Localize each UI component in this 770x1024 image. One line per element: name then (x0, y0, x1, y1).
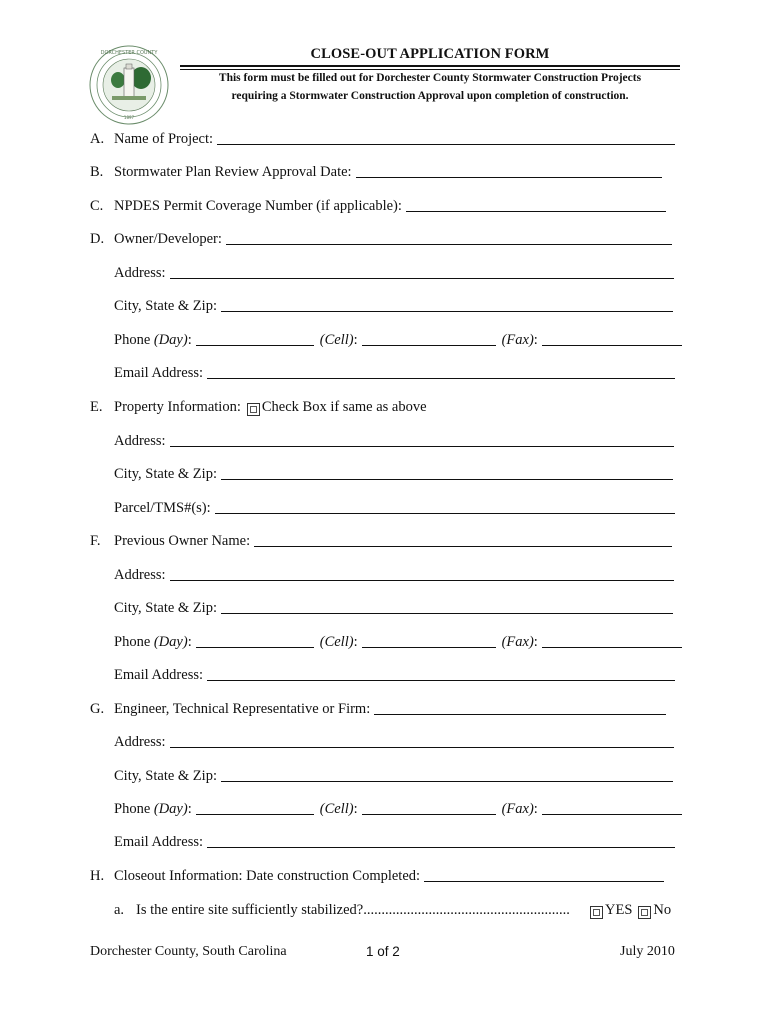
email-label: Email Address: (114, 667, 204, 683)
closeout-label: Closeout Information: Date construction Completed: (114, 868, 421, 884)
section-letter: C. (90, 198, 104, 214)
previous-owner-label: Previous Owner Name: (114, 533, 251, 549)
page-number: 1 of 2 (366, 944, 400, 959)
approval-date-label: Stormwater Plan Review Approval Date: (114, 164, 352, 180)
field-row-owner (90, 228, 672, 248)
title-rule-thick (180, 65, 680, 67)
section-letter: F. (90, 533, 101, 549)
field-row-property-city (114, 463, 673, 483)
city-label: City, State & Zip: (114, 600, 217, 616)
fax-field[interactable] (542, 646, 682, 648)
phone-cell-label: (Cell): (319, 332, 358, 348)
address-label: Address: (114, 567, 166, 583)
field-row-project-name (90, 128, 675, 148)
phone-label: Phone (Day): (114, 634, 192, 650)
field-row-eng-phone (114, 798, 682, 818)
footer-county: Dorchester County, South Carolina (90, 944, 287, 959)
section-letter: D. (90, 231, 105, 247)
question-row-stabilized (114, 899, 671, 919)
stabilized-question: Is the entire site sufficiently stabilized?......................................................... (136, 902, 570, 918)
phone-label: Phone (Day): (114, 801, 192, 817)
npdes-field[interactable] (406, 210, 666, 212)
fax-label: (Fax): (501, 634, 538, 650)
field-row-eng-address (114, 731, 674, 751)
phone-cell-label: (Cell): (319, 634, 358, 650)
footer-date: July 2010 (620, 944, 675, 959)
phone-cell-field[interactable] (362, 813, 496, 815)
field-row-prev-email (114, 664, 675, 684)
eng-city-field[interactable] (221, 780, 673, 782)
npdes-label: NPDES Permit Coverage Number (if applicable): (114, 198, 402, 214)
phone-day-field[interactable] (196, 344, 314, 346)
owner-field[interactable] (226, 243, 672, 245)
address-label: Address: (114, 734, 166, 750)
field-row-parcel (114, 497, 675, 517)
field-row-owner-city (114, 295, 673, 315)
subtitle-line-1: This form must be filled out for Dorchester County Stormwater Construction Projects (218, 72, 642, 84)
svg-text:1897: 1897 (123, 115, 135, 120)
project-name-label: Name of Project: (114, 131, 214, 147)
prev-email-field[interactable] (207, 679, 675, 681)
project-name-field[interactable] (217, 143, 675, 145)
fax-field[interactable] (542, 344, 682, 346)
field-row-npdes (90, 195, 666, 215)
fax-label: (Fax): (501, 801, 538, 817)
same-as-above-label: Check Box if same as above (261, 399, 427, 415)
eng-email-field[interactable] (207, 846, 675, 848)
parcel-field[interactable] (215, 512, 675, 514)
no-label: No (653, 902, 672, 918)
city-label: City, State & Zip: (114, 768, 217, 784)
city-label: City, State & Zip: (114, 466, 217, 482)
form-title: CLOSE-OUT APPLICATION FORM (310, 46, 550, 62)
section-letter: B. (90, 164, 104, 180)
parcel-label: Parcel/TMS#(s): (114, 500, 211, 516)
field-row-previous-owner (90, 530, 672, 550)
field-row-property (90, 396, 427, 416)
section-letter: H. (90, 868, 105, 884)
property-city-field[interactable] (221, 478, 673, 480)
owner-label: Owner/Developer: (114, 231, 222, 247)
field-row-engineer (90, 698, 666, 718)
field-row-eng-email (114, 831, 675, 851)
field-row-closeout (90, 865, 664, 885)
engineer-label: Engineer, Technical Representative or Firm: (114, 701, 371, 717)
city-label: City, State & Zip: (114, 298, 217, 314)
field-row-prev-phone (114, 631, 682, 651)
field-row-owner-phone (114, 329, 682, 349)
phone-day-field[interactable] (196, 813, 314, 815)
fax-label: (Fax): (501, 332, 538, 348)
owner-email-field[interactable] (207, 377, 675, 379)
phone-day-field[interactable] (196, 646, 314, 648)
address-label: Address: (114, 433, 166, 449)
email-label: Email Address: (114, 365, 204, 381)
field-row-eng-city (114, 765, 673, 785)
fax-field[interactable] (542, 813, 682, 815)
section-letter: G. (90, 701, 105, 717)
phone-cell-label: (Cell): (319, 801, 358, 817)
yes-label: YES (605, 902, 633, 918)
phone-cell-field[interactable] (362, 646, 496, 648)
approval-date-field[interactable] (356, 176, 662, 178)
field-row-owner-email (114, 362, 675, 382)
owner-address-field[interactable] (170, 277, 674, 279)
address-label: Address: (114, 265, 166, 281)
question-letter: a. (114, 902, 125, 918)
section-letter: E. (90, 399, 103, 415)
phone-label: Phone (Day): (114, 332, 192, 348)
title-rule-thin (180, 69, 680, 70)
field-row-approval-date (90, 161, 662, 181)
yes-checkbox[interactable] (590, 906, 603, 919)
property-label: Property Information: (114, 399, 241, 415)
same-as-above-checkbox[interactable] (247, 403, 260, 416)
property-address-field[interactable] (170, 445, 674, 447)
email-label: Email Address: (114, 834, 204, 850)
subtitle-line-2: requiring a Stormwater Construction Approval upon completion of construction. (231, 90, 629, 102)
eng-address-field[interactable] (170, 746, 674, 748)
completion-date-field[interactable] (424, 880, 664, 882)
owner-city-field[interactable] (221, 310, 673, 312)
prev-address-field[interactable] (170, 579, 674, 581)
previous-owner-field[interactable] (254, 545, 672, 547)
engineer-field[interactable] (374, 713, 666, 715)
section-letter: A. (90, 131, 105, 147)
county-seal-logo (88, 44, 170, 126)
phone-cell-field[interactable] (362, 344, 496, 346)
prev-city-field[interactable] (221, 612, 673, 614)
field-row-owner-address (114, 262, 674, 282)
no-checkbox[interactable] (638, 906, 651, 919)
svg-text:DORCHESTER COUNTY: DORCHESTER COUNTY (100, 50, 158, 56)
field-row-property-address (114, 430, 674, 450)
field-row-prev-city (114, 597, 673, 617)
field-row-prev-address (114, 564, 674, 584)
